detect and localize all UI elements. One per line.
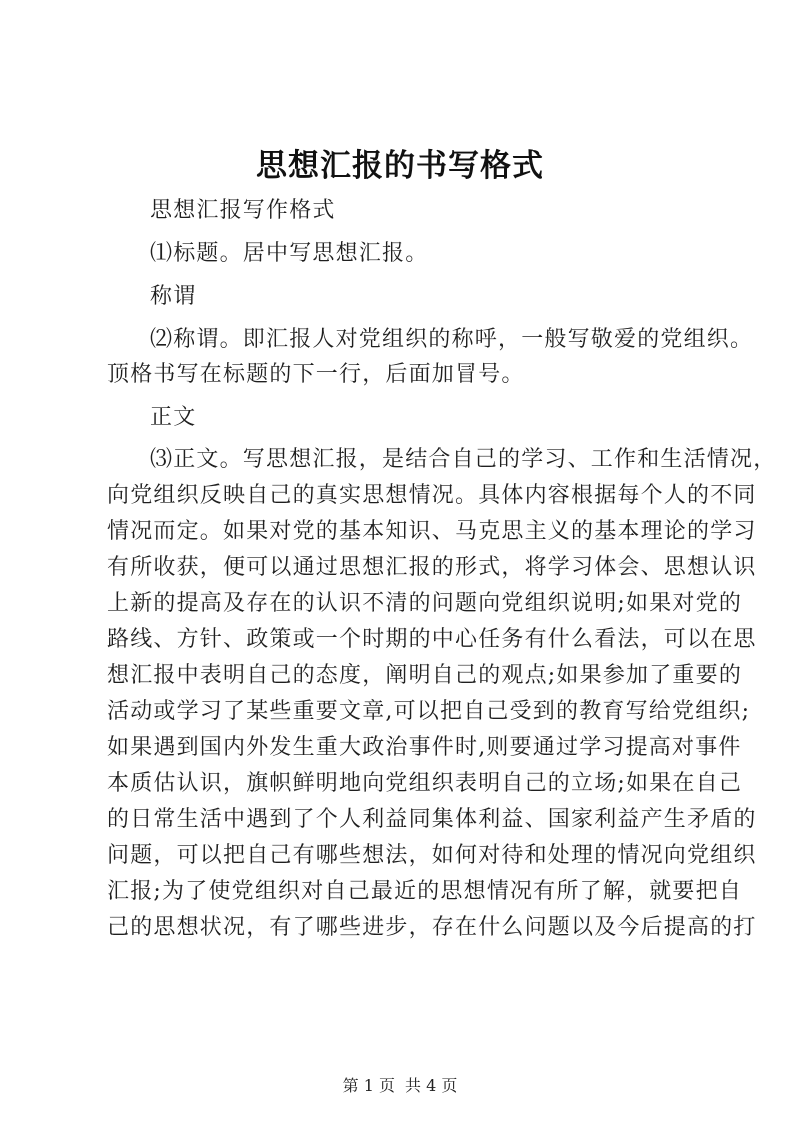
paragraph-body-line: 情况而定。如果对党的基本知识、马克思主义的基本理论的学习 <box>107 519 757 544</box>
paragraph-body-line: 路线、方针、政策或一个时期的中心任务有什么看法，可以在思 <box>107 627 757 652</box>
paragraph-body-line: 的日常生活中遇到了个人利益同集体利益、国家利益产生矛盾的 <box>107 807 757 832</box>
paragraph-body-line: 己的思想状况，有了哪些进步，存在什么问题以及今后提高的打 <box>107 915 757 940</box>
page-footer <box>0 1073 800 1096</box>
heading-salutation: 称谓 <box>150 284 197 309</box>
paragraph-salutation-line: 顶格书写在标题的下一行，后面加冒号。 <box>107 362 525 387</box>
paragraph-salutation-line: ⑵称谓。即汇报人对党组织的称呼，一般写敬爱的党组织。 <box>150 327 754 352</box>
paragraph-body-line: 向党组织反映自己的真实思想情况。具体内容根据每个人的不同 <box>107 483 757 508</box>
paragraph-title-rule: ⑴标题。居中写思想汇报。 <box>150 241 429 266</box>
paragraph-body-line: ⑶正文。写思想汇报，是结合自己的学习、工作和生活情况， <box>150 447 777 472</box>
paragraph-body-line: 如果遇到国内外发生重大政治事件时,则要通过学习提高对事件 <box>107 735 742 760</box>
paragraph-body-line: 上新的提高及存在的认识不清的问题向党组织说明;如果对党的 <box>107 591 743 616</box>
paragraph-body-line: 有所收获，便可以通过思想汇报的形式，将学习体会、思想认识 <box>107 555 757 580</box>
page-total: 共 4 页 <box>405 1076 458 1095</box>
paragraph-body-line: 问题，可以把自己有哪些想法，如何对待和处理的情况向党组织 <box>107 843 757 868</box>
heading-writing-format: 思想汇报写作格式 <box>150 198 336 223</box>
document-title: 思想汇报的书写格式 <box>256 148 544 184</box>
paragraph-body-line: 想汇报中表明自己的态度，阐明自己的观点;如果参加了重要的 <box>107 663 743 688</box>
paragraph-body-line: 活动或学习了某些重要文章,可以把自己受到的教育写给党组织; <box>107 699 751 724</box>
paragraph-body-line: 汇报;为了使党组织对自己最近的思想情况有所了解，就要把自 <box>107 879 743 904</box>
page-number: 第 1 页 <box>342 1076 395 1095</box>
paragraph-body-line: 本质估认识，旗帜鲜明地向党组织表明自己的立场;如果在自己 <box>107 771 743 796</box>
heading-body: 正文 <box>150 405 197 430</box>
